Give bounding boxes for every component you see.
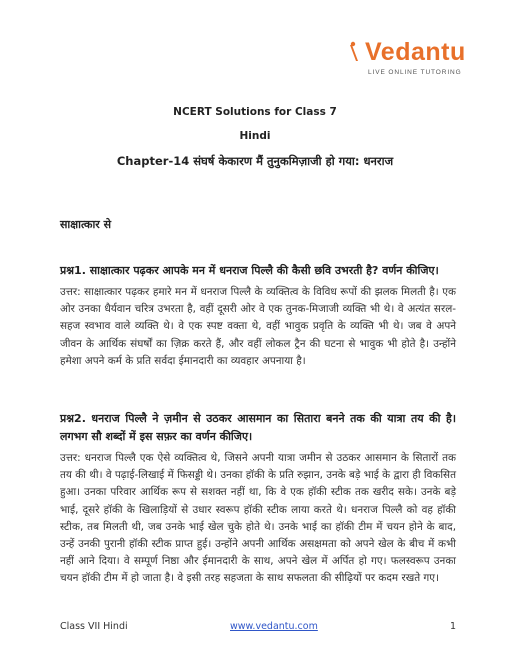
page-number: 1 (449, 621, 456, 632)
qa-item-2 (60, 410, 456, 588)
question-2: प्रश्न2. धनराज पिल्लै ने ज़मीन से उठकर आसमान का सितारा बनने तक की यात्रा तय की है। लगभग सौ शब्दों में इस सफ़र का वर्णन कीजिए। (60, 412, 456, 443)
answer-1: उत्तर: साक्षात्कार पढ़कर हमारे मन में धनराज पिल्लै के व्यक्तित्व के विविध रूपों की झलक मिलती है। एक ओर उनका धैर्यवान चरित्र उभरता है, वहीं दूसरी ओर वे एक तुनक-मिजाजी व्यक्ति भी थे। वे अत्यंत सरल-सहज स्वभाव वाले व्यक्ति थे। वे एक स्पष्ट वक्ता थे, वहीं भावुक प्रवृति के व्यक्ति भी थे। जब वे अपने जीवन के आर्थिक संघर्षों का ज़िक्र करते हैं, और वहीं लोकल ट्रैन की घटना से भावुक भी होते है। उन्होंने हमेशा अपने कर्म के प्रति सर्वदा ईमानदारी का व्यवहार अपनाया है। (60, 286, 456, 367)
brand-tagline: LIVE ONLINE TUTORING (368, 69, 462, 76)
vedantu-logo-icon (348, 41, 366, 63)
qa-item-1 (60, 262, 456, 370)
footer-class-label: Class VII Hindi (60, 621, 128, 632)
footer-website-link[interactable]: www.vedantu.com (230, 621, 318, 632)
document-subject: Hindi (239, 130, 271, 142)
page-footer (60, 621, 456, 635)
document-header (0, 104, 510, 170)
brand-name: Vedantu (365, 38, 466, 66)
section-title: साक्षात्कार से (60, 218, 112, 231)
document-title: NCERT Solutions for Class 7 (173, 106, 337, 118)
chapter-title: Chapter-14 संघर्ष केकारण मैं तुनुकमिज़ाजी हो गया: धनराज (116, 154, 394, 168)
question-1: प्रश्न1. साक्षात्कार पढ़कर आपके मन में धनराज पिल्लै की कैसी छवि उभरती है? वर्णन कीजिए। (60, 264, 439, 277)
answer-2: उत्तर: धनराज पिल्लै एक ऐसे व्यक्तित्व थे, जिसने अपनी यात्रा जमीन से उठकर आसमान के सितारों तक तय की थी। वे पढ़ाई-लिखाई में फिसड्डी थे। उनका हॉकी के प्रति रुझान, उनके बड़े भाई के द्वारा ही विकसित हुआ। उनका परिवार आर्थिक रूप से सशक्त नहीं था, कि वे एक हॉकी स्टीक तक खरीद सके। उनके बड़े भाई, दूसरे हॉकी के खिलाड़ियों से उधार स्वरूप हॉकी स्टीक लाया करते थे। धनराज पिल्लै को वह हॉकी स्टीक, तब मिलती थी, जब उनके भाई खेल चुके होते थे। उनके भाई का हॉकी टीम में चयन होने के बाद, उन्हें उनकी पुरानी हॉकी स्टीक प्राप्त हुई। उन्होंने अपनी आर्थिक असक्षमता को अपने खेल के बीच में कभी नहीं आने दिया। वे सम्पूर्ण निष्ठा और ईमानदारी के साथ, अपने खेल में अर्पित हो गए। फलस्वरूप उनका चयन हॉकी टीम में हो जाता है। वे इसी तरह सहजता के साथ सफलता की सीढ़ियों पर कदम रखते गए। (60, 452, 456, 585)
vedantu-logo (348, 38, 468, 82)
